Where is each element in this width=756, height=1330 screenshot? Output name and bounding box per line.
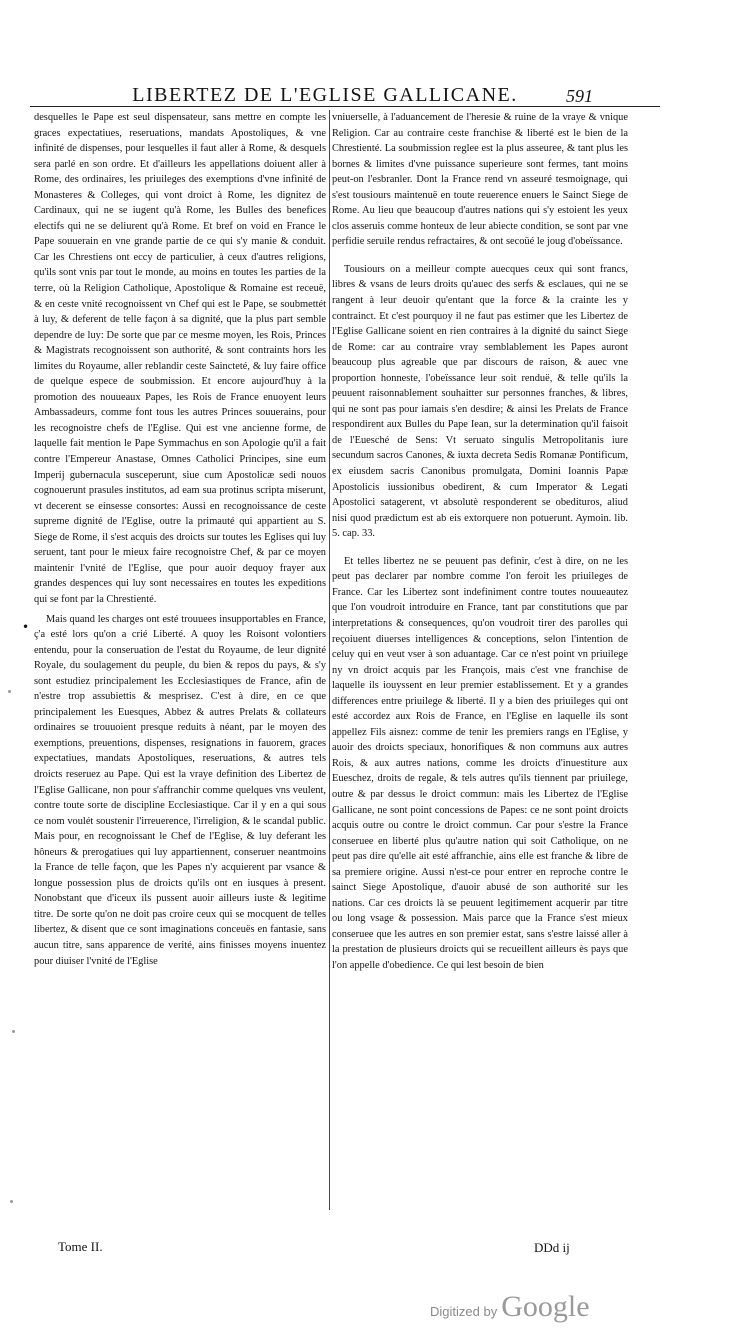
signature-mark: DDd ij <box>534 1240 570 1255</box>
left-paragraph-2: Mais quand les charges ont esté trouuees insupportables en France, ç'a esté lors qu'on a crié Liberté. A quoy les Roisont volontiers entendu, pour la conseruation de l'estat du Royaume, de leur dignité Royale, du soulagement du peuple, du bien & repos du pays, & s'y sont estudiez principalement les Ecclesiastiques de France, afin de n'estre trop assubiettis & mesprisez. C'est à dire, en ce que principalement les Euesques, Abbez & autres Prelats & collateurs ordinaires se trouuoient presque reduits à néant, par le moyen des exemptions, preuentions, dispenses, resignations in fauorem, graces expectatiues, mandats Apostoliques, reseruations, & autres tels droicts reseruez au Pape. Qui est la vraye definition des Libertez de l'Eglise Gallicane, non pour s'affranchir comme quelques vns veulent, contre toute sorte de discipline Ecclesiastique. Car il y en a qui sous ce nom voulét soustenir l'irreuerence, l'irreligion, & le scandal public. Mais pour, en recognoissant le Chef de l'Eglise, & luy deferant les hôneurs & prerogatiues qui luy appartiennent, conseruer neantmoins la France de telle façon, que les Papes n'y acquierent par vsance & longue possession plus de droicts qu'ils ont en iusques à present. Nonobstant que d'iceux ils pussent auoir ailleurs iuste & legitime titre. De sorte qu'on ne doit pas croire ceux qui se mocquent de telles libertez, & disent que ce sont imaginations conceuës en fantasie, sans aucun titre, sans apparence de verité, ains finisses moyens inuentez pour diuiser l'vnité de l'Eglise <box>34 613 326 967</box>
margin-speck <box>8 690 11 693</box>
margin-speck <box>10 1200 13 1203</box>
margin-bullet: • <box>22 620 30 634</box>
margin-speck <box>12 1030 15 1033</box>
running-title: LIBERTEZ DE L'EGLISE GALLICANE. <box>132 84 518 106</box>
right-paragraph-2: Tousiours on a meilleur compte auecques ceux qui sont francs, libres & vsans de leurs droits qu'auec des serfs & esclaues, qui ne se rangent à leur deuoir qu'entant que la force & la crainte les y contrainct. Et c'est pourquoy il ne faut pas estimer que les Libertez de l'Eglise Gallicane soient en rien contraires à la dignité du sainct Siege de Rome: car au contraire vray semblablement les Papes auront beaucoup plus agreable que par discours de raison, & auec vne proportion honneste, l'obeïssance leur soit renduë, & telle qu'ils la peuuent raisonnablement souhaitter sur personnes franches, & libres, qui ne sont pas pour iamais s'en desdire; & ainsi les Prelats de France respondirent aux Bulles du Pape Iean, sur la determination qu'il faisoit de l'Euesché de Sens: Vt seruato singulis Metropolitanis iure secundum sacros Canones, & iuxta decreta Sedis Romanæ Pontificum, ex eiusdem sacris Canonibus promulgata, Domini Ioannis Papæ Apostolicis iussionibus obedirent, & cum Imperator & Legati Apostolici satagerent, vt absolutè responderent se obedituros, aliud nisi quod prædictum est ab eis extorquere non potuerunt. Aymoin. lib. 5. cap. 33. <box>332 263 628 540</box>
digitized-by-google-watermark <box>430 1290 590 1324</box>
page-number: 591 <box>566 86 593 106</box>
digitized-by-text: Digitized by <box>430 1304 498 1319</box>
google-logo: Google <box>501 1290 590 1323</box>
right-column <box>332 110 628 1190</box>
header-rule <box>30 106 660 107</box>
column-divider <box>329 110 330 1210</box>
left-column <box>34 110 326 1210</box>
right-paragraph-3: Et telles libertez ne se peuuent pas definir, c'est à dire, on ne les peut pas declarer par nombre comme l'on feroit les priuileges de France. Car les Libertez sont indefiniment contre toutes nouueautez que l'on voudroit introduire en France, tant par constitutions que par interpretations & consequences, qu'on voudroit tirer des parolles qui reçoiuent diuerses intelligences & conceptions, selon l'intention de celuy qui en veut vser à son aduantage. Car ce n'est point vn priuilege ny vn droict acquis par les François, mais c'est vne franchise de laquelle ils iouyssent en leur premier establissement. Et y a grandes differences entre priuilege & liberté. Il y a bien des priuileges qui ont esté accordez aux Rois de France, en l'Eglise en laquelle ils sont appellez Fils aisnez: comme de tenir les premiers rangs en l'Eglise, y auoir des droicts speciaux, honorifiques & non communs aux autres Rois, & aux autres nations, comme les droicts d'inuestiture aux Eueschez, droits de regale, & tels autres qu'ils tiennent par priuilege, outre & par dessus le droict commun: mais les Libertez de l'Eglise Gallicane, ne sont point concessions de Papes: ce ne sont point droicts acquis outre ou contre le droict commun. Car pour s'estre la France conseruee en liberté plus qu'autre nation qui soit Catholique, on ne peut pas dire qu'elle ait esté affranchie, ains elle est franche & libre de sa premiere origine. Aussi n'est-ce pour entrer en reproche contre le sainct Siege Apostolique, d'auoir abusé de son authorité sur les nations. Car ces droicts là se peuuent legitimement acquerir par titre ou long vsage & possession. Mais parce que la France s'est mieux conseruee que les autres en son premier estat, sans s'estre laissé aller à la prestation de plusieurs droicts qui se recueillent ailleurs ès pays que l'on appelle d'obedience. Ce qui lest besoin de bien <box>332 555 628 971</box>
left-paragraph-1: desquelles le Pape est seul dispensateur, sans mettre en compte les graces expectatiues, reseruations, mandats Apostoliques, & vne infinité de dispenses, pour lesquelles il faut aller à Rome, & desquels sera parlé en son ordre. Et d'ailleurs les appellations doiuent aller à Rome, des ordinaires, les priuileges des exemptions d'vne infinité de Monasteres & Colleges, qui vont droict à Rome, les dignitez de Cardinaux, qui ne se iugent qu'à Rome, les Bulles des benefices electifs qui ne se deliurent qu'à Rome. Et bref on void en France le Pape souuerain en vne grande partie de ce qui s'y manie & conduit. Car les Chrestiens ont eccy de particulier, à ceux d'autres religions, qu'ils sont vnis par tout le monde, au moins en toutes les parties de la terre, où la Religion Catholique, Apostolique & Romaine est receuë, & en ceste vnité recognoissent vn Chef qui est le Pape, se soubmettét à luy, & deferent de telle façon à sa dignité, que la plus part semble dependre de luy: De sorte que par ce mesme moyen, les Rois, Princes & Magistrats recognoissent son authorité, & sont contraints hors les limites du Royaume, aller reblandir ceste Saincteté, & luy faire office de quelque espece de soubmission. Et encore aujourd'huy à la promotion des nouueaux Papes, les Rois de France enuoyent leurs Ambassadeurs, comme font tous les autres Princes souuerains, pour les recognoistre chefs de l'Eglise. Qui est vne ancienne forme, de laquelle fait mention le Pape Symmachus en son Apologie qu'il a fait contre l'Empereur Anastase, Omnes Catholici Principes, sine eum Imperij gubernacula susceperunt, siue cum Apostolicæ sedi nouos cognouerunt prasules institutos, ad eam sua protinus scripta miserunt, vt decerent se einsesse consortes: Aussi en recognoissance de ceste supreme dignité de l'Eglise, outre la primauté qui appartient au S. Siege de Rome, il s'est acquis des droicts sur toutes les Eglises qui luy seruent, tant pour le mieux faire recognoistre Chef, & par ce moyen maintenir l'vnité de l'Eglise, que pour auoir dequoy frayer aux grandes despences qui luy sont necessaires en toutes les expeditions qui se font par la Chrestienté. <box>34 112 326 605</box>
right-paragraph-1: vniuerselle, à l'aduancement de l'heresie & ruine de la vraye & vnique Religion. Car au contraire ceste franchise & liberté est le bien de la Chrestienté. La soubmission reglee est la plus asseuree, & tant plus les bornes & limites d'vne puissance superieure sont fermes, tant moins peut-on l'esbranler. Dont la France rend vn asseuré tesmoignage, qui s'est tousiours maintenuë en toute reuerence enuers le Sainct Siege de Rome. Au lieu que beaucoup d'autres nations qui s'y estoient les yeux clos asseruis comme honteux de leur abiecte condition, se sont par vne perfidie seruile rendus refractaires, & ont secoüé le joug d'obeïssance. <box>332 112 628 248</box>
volume-label: Tome II. <box>58 1239 103 1254</box>
